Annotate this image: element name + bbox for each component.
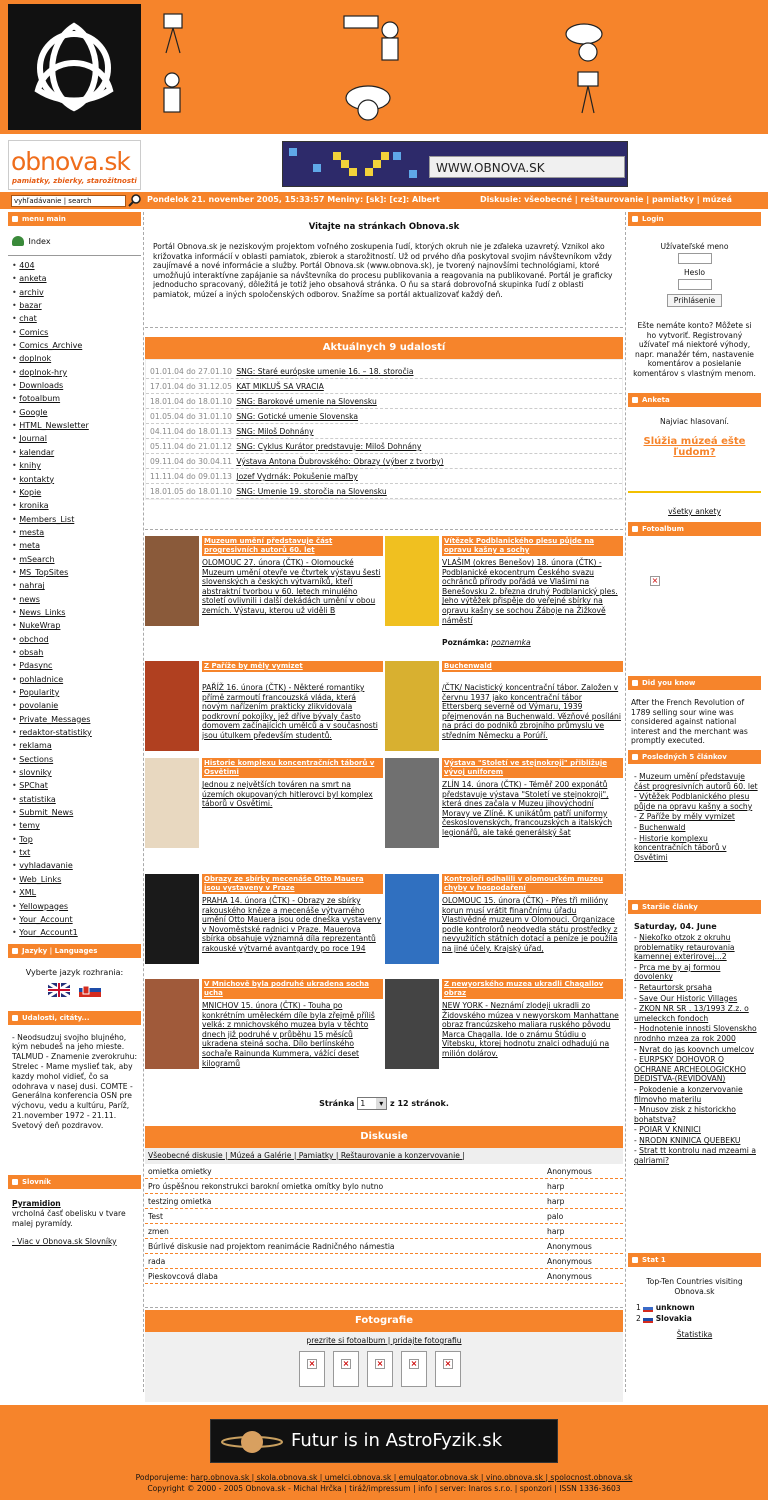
event-title: KAT MIKLUŠ SA VRACIA xyxy=(236,382,324,391)
welcome-title: Vitajte na stránkach Obnova.sk xyxy=(308,222,460,232)
discussion-topic: zmen xyxy=(148,1227,169,1236)
login-title: Login xyxy=(628,212,761,226)
left-column xyxy=(8,212,141,1257)
broken-image-icon[interactable]: × xyxy=(651,576,659,585)
chevron-down-icon: ▾ xyxy=(376,1098,386,1109)
menu-item[interactable]: • Yellowpages xyxy=(12,900,141,913)
menu-item[interactable]: • Sections xyxy=(12,753,141,766)
menu-item[interactable]: • Journal xyxy=(12,432,141,445)
discussion-author: Anonymous xyxy=(547,1257,592,1266)
older-date: Saturday, 04. June xyxy=(634,922,717,931)
divider xyxy=(143,212,144,1392)
event-date: 05.11.04 do 21.01.12 xyxy=(150,442,232,451)
menu-item[interactable]: • Pdasync xyxy=(12,659,141,672)
flag-icon xyxy=(643,1316,653,1323)
event-title: SNG: Barokové umenie na Slovensku xyxy=(236,397,377,406)
menu-item[interactable]: • obchod xyxy=(12,633,141,646)
menu-main-title: menu main xyxy=(8,212,141,226)
banner-ad[interactable] xyxy=(282,141,628,187)
menu-item[interactable]: • Comics xyxy=(12,326,141,339)
events-quotes-title: Udalosti, citáty... xyxy=(8,1011,141,1025)
menu-item[interactable]: • Popularity xyxy=(12,686,141,699)
event-date: 01.05.04 do 31.01.10 xyxy=(150,412,232,421)
event-row[interactable] xyxy=(146,469,622,484)
saturn-icon xyxy=(217,1422,287,1462)
brand-box[interactable] xyxy=(8,140,141,190)
page-select[interactable]: 1 ▾ xyxy=(357,1097,387,1110)
discussion-row[interactable] xyxy=(145,1239,623,1254)
discussion-author: palo xyxy=(547,1212,564,1221)
divider xyxy=(145,1284,623,1308)
discussion-author: harp xyxy=(547,1182,565,1191)
menu-item[interactable]: • 404 xyxy=(12,259,141,272)
older-articles-title: Staršie články xyxy=(628,900,761,914)
photos-title: Fotografie xyxy=(145,1310,623,1332)
menu-item[interactable]: • Google xyxy=(12,406,141,419)
support-links[interactable]: Podporujeme: harp.obnova.sk | skola.obnova.sk | umelci.obnova.sk | emulgator.obnova.sk | vino.obnova.sk | spolocnost.obnova.sk xyxy=(135,1473,633,1482)
event-row[interactable] xyxy=(146,439,622,454)
event-row[interactable] xyxy=(146,379,622,394)
news-body: NEW YORK - Neznámí zlodeji ukradli zo Židovského múzea v newyorskom Manhattane obraz francúzskeho maliara ruského pôvodu Marca Chagalla. Ide o známu Štúdiu o Vitebsku, ktorej hodnotu znalci odhadujú na milión dolárov. xyxy=(442,1001,619,1058)
banner-mosaic-icon xyxy=(283,142,429,186)
sk-flag-icon[interactable] xyxy=(79,983,101,997)
events-title: Aktuálnych 9 udalostí xyxy=(145,337,623,359)
news-image[interactable] xyxy=(145,874,199,964)
did-you-know-title: Did you know xyxy=(628,676,761,690)
news-body: OLOMOUC 15. února (ČTK) - Přes tři milióny korun musí vrátit finančnímu úřadu Vlastivědné muzeum v Olomouci. Organizace podle kontrolorů neodvedla státu prostředky z nevyužitích státních dotací a peníze je použila na jiné účely. Krajský úřad, xyxy=(442,896,618,953)
menu-item[interactable]: • Kopie xyxy=(12,486,141,499)
stat-title: Stat 1 xyxy=(628,1253,761,1267)
header-illustrations xyxy=(150,8,760,128)
discussion-row[interactable] xyxy=(145,1209,623,1224)
brand-tagline: pamiatky, zbierky, starožitnosti xyxy=(12,177,137,185)
older-article-item[interactable]: - Strat tt kontrolu nad mzeami a galriami? xyxy=(634,1146,756,1166)
last-article-item[interactable]: - Muzeum umění představuje část progresivních autorů 60. let xyxy=(634,772,758,791)
older-article-item[interactable]: - Save Our Historic Villages xyxy=(634,993,738,1003)
menu-item[interactable]: • kalendar xyxy=(12,446,141,459)
banner-text: WWW.OBNOVA.SK xyxy=(429,156,625,178)
event-title: SNG: Umenie 19. storočia na Slovensku xyxy=(236,487,387,496)
older-article-item[interactable]: - POIAR V KNINICI xyxy=(634,1125,701,1135)
event-date: 17.01.04 do 31.12.05 xyxy=(150,382,232,391)
date-meniny: Pondelok 21. november 2005, 15:33:57 Meniny: [sk]: [cz]: Albert xyxy=(147,195,440,204)
menu-item[interactable]: • meta xyxy=(12,539,141,552)
right-column xyxy=(628,212,761,1339)
login-form xyxy=(628,226,761,307)
news-title[interactable]: Historie komplexu koncentračních táborů v Osvětimi xyxy=(202,758,383,778)
older-article-item[interactable]: - Niekoľko otzok z okruhu problematiky retaurovania kamennej exterirovej...2 xyxy=(634,933,735,962)
divider xyxy=(145,500,623,530)
news-title[interactable]: Kontroloři odhalili v olomouckém muzeu chyby v hospodaření xyxy=(442,874,623,894)
menu-item[interactable]: • chat xyxy=(12,312,141,325)
menu-item[interactable]: • archiv xyxy=(12,286,141,299)
menu-item[interactable]: • pohladnice xyxy=(12,673,141,686)
event-date: 01.01.04 do 27.01.10 xyxy=(150,367,232,376)
photo-thumb[interactable] xyxy=(435,1351,461,1387)
broken-image-icon: × xyxy=(444,1359,452,1368)
discussion-author: Anonymous xyxy=(547,1167,592,1176)
discussion-topic: rada xyxy=(148,1257,166,1266)
news-title[interactable]: Obrazy ze sbírky mecenáše Otto Mauera jsou vystaveny v Praze xyxy=(202,874,383,894)
login-button[interactable]: Prihlásenie xyxy=(667,294,722,307)
stat-list xyxy=(628,1296,761,1330)
footer-banner-text: Futur is in AstroFyzik.sk xyxy=(291,1430,503,1451)
menu-item[interactable]: • MS_TopSites xyxy=(12,566,141,579)
discussion-row[interactable] xyxy=(145,1269,623,1284)
menu-item[interactable]: • Web_Links xyxy=(12,873,141,886)
register-text: Ešte nemáte konto? Môžete si ho vytvoriť. Registrovaný užívateľ má niektoré výhody, napr. manažér tém, nastavenie komentárov a posielanie komentárov s vlastným menom. xyxy=(633,321,756,378)
news-image[interactable] xyxy=(145,536,199,626)
menu-item[interactable]: • XML xyxy=(12,886,141,899)
discussion-nav-links[interactable]: Diskusie: všeobecné | reštaurovanie | pamiatky | múzeá xyxy=(480,195,732,204)
news-image[interactable] xyxy=(385,758,439,848)
older-article-item[interactable]: - Retaurtorsk prsaha xyxy=(634,982,712,992)
menu-item[interactable]: • redaktor-statistiky xyxy=(12,726,141,739)
photo-thumb[interactable] xyxy=(299,1351,325,1387)
news-body: ZLÍN 14. února (ČTK) - Téměř 200 exponátů představuje výstava "Století ve stejnokroji", která dnes začala v Muzeu jihovýchodní Moravy ve Zlíně. K unikátům patří uniformy československých, francouzských a italských legionářů, ale také generálský šat xyxy=(442,780,613,837)
news-body: PRAHA 14. února (ČTK) - Obrazy ze sbírky rakouského kněze a mecenáše výtvarného umění Otto Mauera jsou ode dneška vystaveny v Novoměstské radnici v Praze. Mauerova sbírka obsahuje významná díla reprezentantů rakouské výtvarné avantgardy po roce 194 xyxy=(202,896,382,953)
older-article-item[interactable]: - Pokodenie a konzervovanie filmovho materilu xyxy=(634,1084,743,1104)
poll-text: Najviac hlasovaní. xyxy=(660,417,729,426)
stat-row: 2 Slovakia xyxy=(636,1314,692,1324)
event-title: Jozef Vydrnák: Pokušenie maľby xyxy=(236,472,358,481)
last-article-item[interactable]: - Výtěžek Podblanického plesu půjde na opravu kašny a sochy xyxy=(634,792,753,811)
discussion-topic: omietka omietky xyxy=(148,1167,212,1176)
photo-links[interactable]: prezrite si fotoalbum | pridajte fotografiu xyxy=(306,1336,462,1345)
older-articles-list xyxy=(628,931,761,1253)
menu-item[interactable]: • Your_Account xyxy=(12,913,141,926)
older-article-item[interactable]: - NRODN KNINICA QUEBEKU xyxy=(634,1135,741,1145)
news-title[interactable]: Vítězek Podblanického plesu půjde na opravu kašny a sochy xyxy=(442,536,623,556)
broken-image-icon: × xyxy=(308,1359,316,1368)
menu-item[interactable]: • reklama xyxy=(12,739,141,752)
news-image[interactable] xyxy=(385,979,439,1069)
news-title[interactable]: Výstava "Století ve stejnokroji" přibližuje vývoj uniforem xyxy=(442,758,623,778)
event-title: SNG: Staré európske umenie 16. – 18. storočia xyxy=(236,367,414,376)
news-title[interactable]: V Mnichově byla podruhé ukradena socha ucha xyxy=(202,979,383,999)
broken-image-icon: × xyxy=(410,1359,418,1368)
photo-thumb[interactable] xyxy=(401,1351,427,1387)
events-quotes-text: - Neodsudzuj svojho blujného, kým nebudeš na jeho mieste. TALMUD - Znamenie zverokruhu: Strelec - Mame myslieť tak, aby kazdy mohol vidieť, čo sa odohrava v nasej dusi. COMTE - Generálna konferencia OSN pre výchovu, vedu a kultúru, Paríž, 21.november 1972 - 21.11. Svetový deň pozdravov. xyxy=(12,1032,138,1130)
discussion-tabs[interactable]: Všeobecné diskusie | Múzeá a Galérie | Pamiatky | Reštaurovanie a konzervovanie | xyxy=(145,1148,623,1164)
photo-thumb[interactable] xyxy=(333,1351,359,1387)
menu-item[interactable]: • nahraj xyxy=(12,579,141,592)
poll-title: Anketa xyxy=(628,393,761,407)
poll-question[interactable]: Slúžia múzeá ešte ľudom? xyxy=(643,436,746,458)
discussion-topic: Búrlivé diskusie nad projektom reanimácie Radničného námestia xyxy=(148,1242,395,1251)
menu-item[interactable]: • vyhladavanie xyxy=(12,859,141,872)
news-body: MNICHOV 15. února (ČTK) - Touha po konkrétním uměleckém díle byla zřejmě příliš velká: z mnichovského muzea byla v těchto dnech již podruhé v průběhu 15 měsíců ukradena steiná socha. Dílo berlínského sochaře Rainunda Kummera, vážící deset kilogramů xyxy=(202,1001,375,1068)
discussion-row[interactable] xyxy=(145,1224,623,1239)
username-input[interactable] xyxy=(678,253,712,264)
event-title: Výstava Antona Ďubrovského: Obrazy (výber z tvorby) xyxy=(236,457,444,466)
menu-item[interactable]: • bazar xyxy=(12,299,141,312)
search-icon[interactable] xyxy=(128,193,142,207)
older-article-item[interactable]: - Hodnotenie innosti Slovenskho nrodnho mzea za rok 2000 xyxy=(634,1024,757,1043)
poll-box xyxy=(628,407,761,493)
event-date: 11.11.04 do 09.01.13 xyxy=(150,472,232,481)
did-you-know-text: After the French Revolution of 1789 selling sour wine was considered against national interest and the merchant was promptly executed. xyxy=(631,698,748,746)
discussion-list xyxy=(145,1164,623,1284)
menu-item[interactable]: • doplnok xyxy=(12,352,141,365)
older-article-item[interactable]: - EURPSKY DOHOVOR O OCHRANE ARCHEOLOGICKHO DEDISTVA-(REVIDOVAN) xyxy=(634,1055,746,1084)
center-column xyxy=(145,212,623,1402)
news-body: Jednou z největších továren na smrt na územích okupovaných hitlerovci byl komplex táborů v Osvětimi. xyxy=(202,780,373,809)
menu-item[interactable]: • kontakty xyxy=(12,473,141,486)
menu-item[interactable]: • Members_List xyxy=(12,513,141,526)
menu-item[interactable]: • statistika xyxy=(12,793,141,806)
news-title[interactable]: Z Paříže by měly vymizet xyxy=(202,661,383,672)
news-body: PAŘÍŽ 16. února (ČTK) - Některé romantiky přímě zarmoutí francouzská vláda, která novým nařízením prakticky zlikvidovala podkrovní pokojíky, jež dříve bývaly často domovem začínajících umělců a v současnosti jsou útulkem především studentů. xyxy=(202,683,378,740)
news-image[interactable] xyxy=(385,874,439,964)
events-list xyxy=(145,359,623,500)
discussion-row[interactable] xyxy=(145,1194,623,1209)
news-title[interactable]: Muzeum umění představuje část progresivních autorů 60. let xyxy=(202,536,383,556)
event-row[interactable] xyxy=(146,409,622,424)
pager: Stránka 1 ▾ z 12 stránok. xyxy=(319,1099,449,1108)
older-article-item[interactable]: - Nvrat do jas koovnch umelcov xyxy=(634,1044,754,1054)
top-nav-bar xyxy=(0,192,768,209)
news-item[interactable] xyxy=(145,758,383,883)
menu-item[interactable]: • Top xyxy=(12,833,141,846)
stat-heading: Top-Ten Countries visiting Obnova.sk xyxy=(646,1277,743,1296)
event-title: SNG: Miloš Dohnány xyxy=(236,427,314,436)
menu-item[interactable]: • doplnok-hry xyxy=(12,366,141,379)
event-date: 04.11.04 do 18.01.13 xyxy=(150,427,232,436)
users-icon xyxy=(12,236,24,246)
menu-item[interactable]: • obsah xyxy=(12,646,141,659)
languages-title: Jazyky | Languages xyxy=(8,944,141,958)
photo-thumb[interactable] xyxy=(367,1351,393,1387)
last-article-item[interactable]: - Historie komplexu koncentračních táborů v Osvětimi xyxy=(634,833,727,862)
footer xyxy=(0,1405,768,1500)
news-item[interactable] xyxy=(385,979,623,1104)
language-prompt: Vyberte jazyk rozhrania: xyxy=(25,967,124,977)
menu-item[interactable]: • kronika xyxy=(12,499,141,512)
discussion-author: harp xyxy=(547,1197,565,1206)
broken-image-icon: × xyxy=(342,1359,350,1368)
last-article-item[interactable]: - Z Paříže by měly vymizet xyxy=(634,812,735,822)
statistics-link[interactable]: Štatistika xyxy=(676,1330,713,1340)
dictionary-more-link[interactable]: - Viac v Obnova.sk Slovníky xyxy=(12,1236,117,1246)
event-row[interactable] xyxy=(146,394,622,409)
event-date: 09.11.04 do 30.04.11 xyxy=(150,457,232,466)
event-date: 18.01.04 do 18.01.10 xyxy=(150,397,232,406)
triquetra-logo-icon xyxy=(8,4,141,130)
news-title[interactable]: Z newyorského muzea ukradli Chagallov obraz xyxy=(442,979,623,999)
uk-flag-icon[interactable] xyxy=(48,983,70,997)
news-image[interactable] xyxy=(145,661,199,751)
discussion-topic: testzing omietka xyxy=(148,1197,212,1206)
menu-item[interactable]: • SPChat xyxy=(12,779,141,792)
photos-box xyxy=(145,1332,623,1402)
news-image[interactable] xyxy=(145,979,199,1069)
last-article-item[interactable]: - Buchenwald xyxy=(634,822,686,832)
welcome-text: Portál Obnova.sk je neziskovým projektom voľného zoskupenia ľudí, ktorých okruh nie je zďaleka uzavretý. Vznikol ako križovatka informácií v oblasti pamiatok, zbierok a starožitností. Už od prvého dňa poskytoval svojim návštevníkom vždy zaujímavé a nové informácie a služby. Portál Obnova.sk (www.obnova.sk), je tvorený najnovšími technológiami, ktoré umožňujú interaktívne zapájanie sa návštevníka do procesu publikovania a reagovania na publikované. Portál je graficky jednoducho spracovaný, dôležitá je totiž jeho obsahová stránka. O ňu sa stará dobrovoľná skupinka ľudí z oblasti pamiatok, múzeí a iných spoločenských odborov. Snažíme sa portál aktualizovať každý deň. xyxy=(153,242,613,299)
discussion-author: Anonymous xyxy=(547,1242,592,1251)
menu-item[interactable]: • News_Links xyxy=(12,606,141,619)
menu-item[interactable]: • Your_Account1 xyxy=(12,926,141,939)
broken-image-icon: × xyxy=(376,1359,384,1368)
last-articles-title: Posledných 5 článkov xyxy=(628,750,761,764)
dictionary-word[interactable]: Pyramidion xyxy=(12,1198,61,1208)
menu-item[interactable]: • anketa xyxy=(12,272,141,285)
menu-item[interactable]: • NukeWrap xyxy=(12,619,141,632)
copyright: Copyright © 2000 - 2005 Obnova.sk - Michal Hrčka | tiráž/impressum | info | server: Inaros s.r.o. | sponzori | ISSN 1336-3603 xyxy=(147,1484,621,1493)
menu-item[interactable]: • fotoalbum xyxy=(12,392,141,405)
news-title[interactable]: Buchenwald xyxy=(442,661,623,672)
menu-item[interactable]: • Comics_Archive xyxy=(12,339,141,352)
news-grid xyxy=(145,536,623,1096)
discussion-topic: Pro úspěšnou rekonstrukci barokní omietka omítky bylo nutno xyxy=(148,1182,384,1191)
site-logo[interactable] xyxy=(8,4,141,130)
event-row[interactable] xyxy=(146,484,622,499)
event-title: SNG: Gotické umenie Slovenska xyxy=(236,412,359,421)
event-title: SNG: Cyklus Kurátor predstavuje: Miloš Dohnány xyxy=(236,442,422,451)
menu-item[interactable]: • Private_Messages xyxy=(12,713,141,726)
news-image[interactable] xyxy=(145,758,199,848)
menu-item[interactable]: • HTML_Newsletter xyxy=(12,419,141,432)
menu-item[interactable]: • Downloads xyxy=(12,379,141,392)
older-article-item[interactable]: - ZKON NR SR . 13/1993 Z.z. o umeleckch fondoch xyxy=(634,1004,749,1023)
search-input[interactable]: vyhľadávanie | search xyxy=(11,195,126,207)
event-date: 18.01.05 do 18.01.10 xyxy=(150,487,232,496)
menu-item[interactable]: • Submit_News xyxy=(12,806,141,819)
dictionary-definition: vrcholná časť obelisku v tvare malej pyramídy. xyxy=(12,1208,126,1228)
news-body: VLAŠIM (okres Benešov) 18. února (ČTK) - Podblanické ekocentrum Českého svazu ochránců přírody pořádá ve Vlašimi na Benešovsku 2. března druhý Podblanický ples. Jeho výtěžek přispěje do veřejné sbírky na opravu kašny se sochou Žáboje na Žižkově náměstí xyxy=(442,558,618,625)
menu-item[interactable]: • povolanie xyxy=(12,699,141,712)
dictionary-box xyxy=(8,1189,141,1257)
discussion-row[interactable] xyxy=(145,1164,623,1179)
index-link[interactable]: Index xyxy=(8,226,141,256)
event-row[interactable] xyxy=(146,454,622,469)
older-article-item[interactable]: - Mnusov zisk z historickho bohatstva? xyxy=(634,1105,736,1124)
menu-item[interactable]: • knihy xyxy=(12,459,141,472)
news-item[interactable] xyxy=(145,536,383,661)
divider xyxy=(625,212,626,1392)
brand-name: obnova.sk xyxy=(11,147,130,176)
language-flags xyxy=(8,981,141,1011)
event-row[interactable] xyxy=(146,424,622,439)
menu-item[interactable]: • mSearch xyxy=(12,553,141,566)
password-input[interactable] xyxy=(678,279,712,290)
photo-thumbs xyxy=(145,1351,623,1389)
dictionary-title: Slovník xyxy=(8,1175,141,1189)
older-article-item[interactable]: - Prca me by aj formou dovolenky xyxy=(634,962,721,982)
password-label: Heslo xyxy=(683,268,706,277)
username-label: Užívateľské meno xyxy=(660,242,729,251)
news-note: Poznámka: poznamka xyxy=(442,638,531,647)
photoalbum-box xyxy=(628,536,761,676)
news-body: OLOMOUC 27. února (ČTK) - Olomoucké Muzeum umění otevře ve čtvrtek výstavu šesti slovenských a českých výtvarníků, kteří abstraktní tvorbou v 60. letech minulého století ovlivnili i další dekádách umění v obou zemích. Výstavu, kterou už viděli B xyxy=(202,558,381,615)
footer-banner-ad[interactable] xyxy=(210,1419,558,1463)
event-row[interactable] xyxy=(146,364,622,379)
main-menu xyxy=(8,256,141,940)
discussion-author: Anonymous xyxy=(547,1272,592,1281)
news-body: /ČTK/ Nacistický koncentrační tábor. Založen v červnu 1937 jako koncentrační tábor Ettersberg severně od Výmaru, 1939 přejmenován na Buchenwald. Vězňové posíláni na práci do podniků zbrojního průmyslu ve středním Německu a Porúří. xyxy=(442,683,621,740)
menu-item[interactable]: • slovniky xyxy=(12,766,141,779)
discussion-title: Diskusie xyxy=(145,1126,623,1148)
menu-item[interactable]: • news xyxy=(12,593,141,606)
last-articles-list xyxy=(628,764,761,900)
discussion-author: harp xyxy=(547,1227,565,1236)
menu-item[interactable]: • mesta xyxy=(12,526,141,539)
menu-item[interactable]: • temy xyxy=(12,819,141,832)
discussion-topic: Pieskovcová dlaba xyxy=(148,1272,218,1281)
discussion-row[interactable] xyxy=(145,1254,623,1269)
news-image[interactable] xyxy=(385,661,439,751)
news-item[interactable] xyxy=(385,758,623,883)
flag-icon xyxy=(643,1305,653,1312)
discussion-topic: Test xyxy=(148,1212,163,1221)
photoalbum-title: Fotoalbum xyxy=(628,522,761,536)
stat-row: 1 unknown xyxy=(636,1303,695,1313)
news-image[interactable] xyxy=(385,536,439,626)
news-item[interactable] xyxy=(145,979,383,1104)
divider xyxy=(145,327,623,337)
menu-item[interactable]: • txt xyxy=(12,846,141,859)
discussion-row[interactable] xyxy=(145,1179,623,1194)
all-polls-link[interactable]: všetky ankety xyxy=(668,507,721,516)
